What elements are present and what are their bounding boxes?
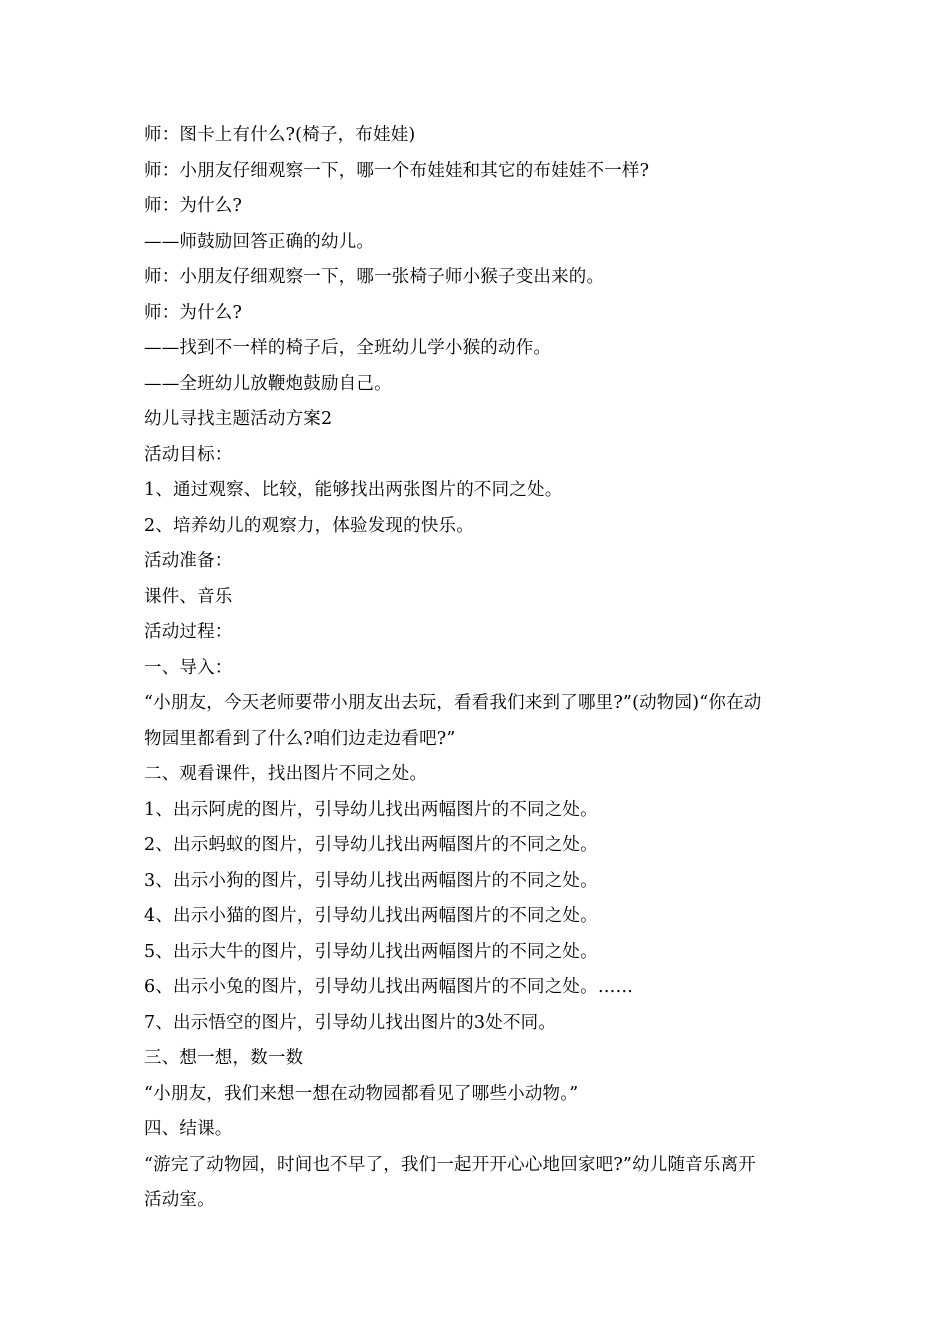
text-line: 3、出示小狗的图片，引导幼儿找出两幅图片的不同之处。 (144, 870, 598, 891)
section-title: 幼儿寻找主题活动方案2 (144, 409, 333, 429)
text-line: 师：小朋友仔细观察一下，哪一个布娃娃和其它的布娃娃不一样? (144, 160, 650, 181)
section-heading: 活动准备： (144, 551, 233, 571)
text-line: 4、出示小猫的图片，引导幼儿找出两幅图片的不同之处。 (144, 906, 598, 926)
text-line: 物园里都看到了什么?咱们边走边看吧?” (144, 728, 456, 749)
document-body (144, 118, 812, 1219)
text-line: 三、想一想，数一数 (144, 1048, 304, 1068)
text-line: ——找到不一样的椅子后，全班幼儿学小猴的动作。 (144, 338, 552, 358)
text-line: 师：图卡上有什么?(椅子，布娃娃) (144, 125, 416, 145)
text-line: 2、出示蚂蚁的图片，引导幼儿找出两幅图片的不同之处。 (144, 835, 598, 855)
text-line: 师：为什么? (144, 196, 243, 216)
text-line: 二、观看课件，找出图片不同之处。 (144, 764, 428, 784)
text-line: 1、通过观察、比较，能够找出两张图片的不同之处。 (144, 480, 563, 500)
text-line: ——全班幼儿放鞭炮鼓励自己。 (144, 373, 392, 394)
text-line: 1、出示阿虎的图片，引导幼儿找出两幅图片的不同之处。 (144, 799, 598, 820)
section-heading: 活动目标： (144, 444, 233, 465)
text-line: 活动室。 (144, 1190, 215, 1210)
text-line: “小朋友，今天老师要带小朋友出去玩，看看我们来到了哪里?”(动物园)“你在动 (144, 693, 762, 713)
text-line: 一、导入： (144, 657, 233, 678)
text-line: 师：小朋友仔细观察一下，哪一张椅子师小猴子变出来的。 (144, 267, 605, 287)
text-line: 6、出示小兔的图片，引导幼儿找出两幅图片的不同之处。…… (144, 977, 634, 997)
text-line: 2、培养幼儿的观察力，体验发现的快乐。 (144, 515, 474, 536)
text-line: 四、结课。 (144, 1119, 233, 1139)
text-line: “小朋友，我们来想一想在动物园都看见了哪些小动物。” (144, 1083, 579, 1104)
text-line: ——师鼓励回答正确的幼儿。 (144, 231, 375, 252)
text-line: 课件、音乐 (144, 586, 233, 607)
section-heading: 活动过程： (144, 622, 233, 642)
text-line: “游完了动物园，时间也不早了，我们一起开开心心地回家吧?”幼儿随音乐离开 (144, 1154, 756, 1175)
text-line: 7、出示悟空的图片，引导幼儿找出图片的3处不同。 (144, 1012, 557, 1033)
text-line: 5、出示大牛的图片，引导幼儿找出两幅图片的不同之处。 (144, 941, 598, 962)
text-line: 师：为什么? (144, 302, 243, 323)
